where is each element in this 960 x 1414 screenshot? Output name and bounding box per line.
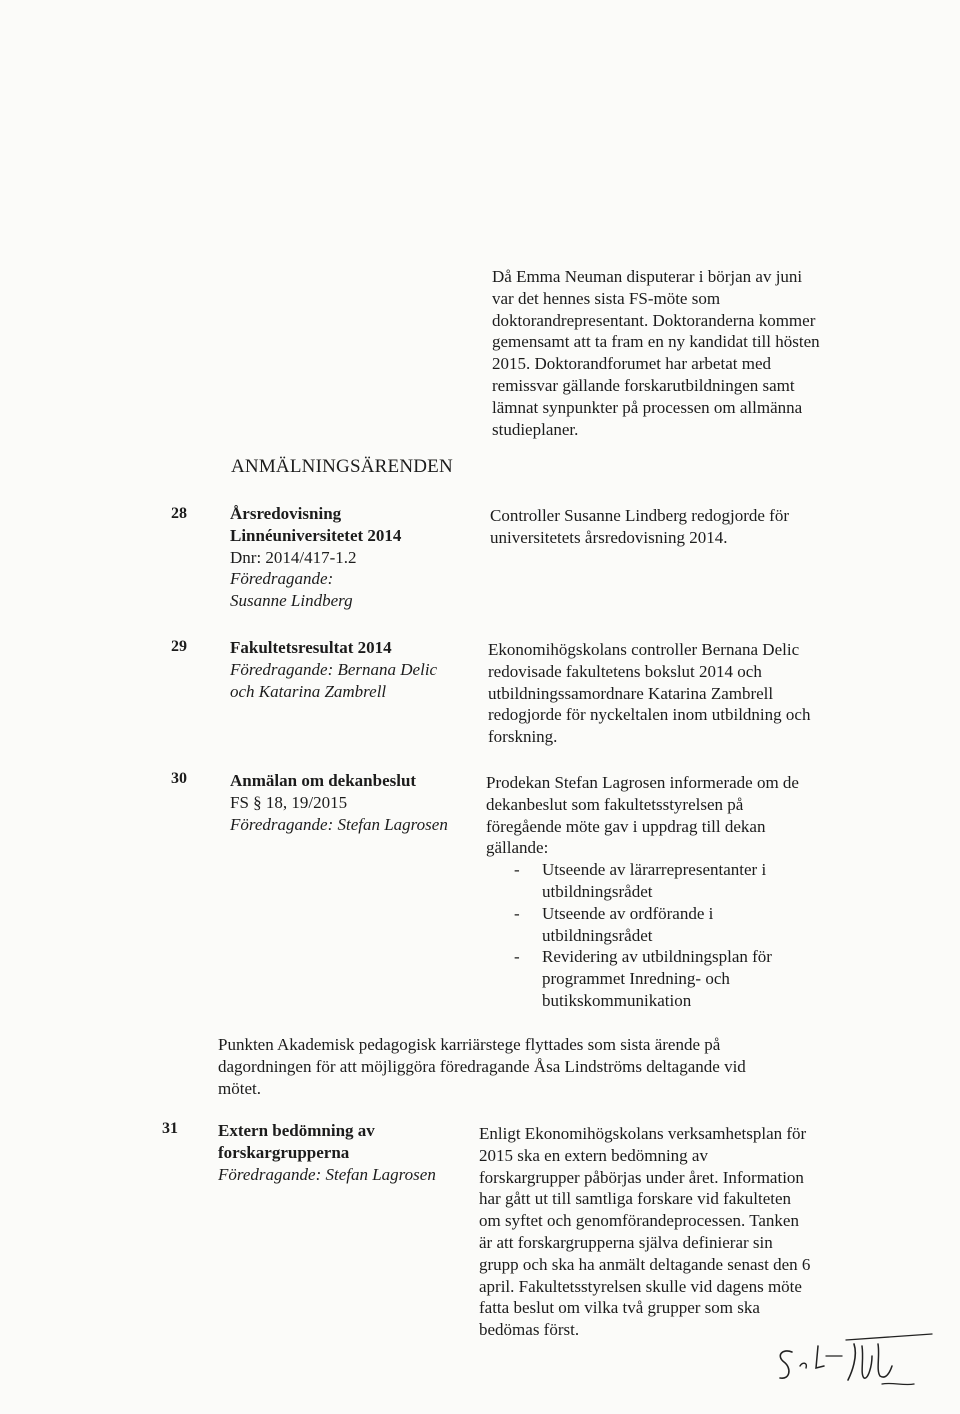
intro-paragraph xyxy=(492,266,820,440)
item-30-description xyxy=(486,772,799,1012)
description-line: utbildningssamordnare Katarina Zambrell xyxy=(488,683,774,703)
item-31-left xyxy=(218,1120,436,1185)
item-presenter: och Katarina Zambrell xyxy=(230,681,387,701)
note-line: mötet. xyxy=(218,1078,261,1098)
item-number: 31 xyxy=(162,1120,178,1137)
description-line: har gått ut till samtliga forskare vid fakulteten xyxy=(479,1189,792,1209)
description-line: fatta beslut om vilka två grupper som ska xyxy=(479,1298,760,1318)
item-31-description xyxy=(479,1123,810,1341)
bullet-line: utbildningsrådet xyxy=(542,925,653,945)
item-title: Linnéuniversitetet 2014 xyxy=(230,525,402,545)
intro-line: 2015. Doktorandforumet har arbetat med xyxy=(492,354,771,374)
description-line: dekanbeslut som fakultetsstyrelsen på xyxy=(486,794,744,814)
description-line: april. Fakultetsstyrelsen skulle vid dagens möte xyxy=(479,1276,802,1296)
description-line: bedömas först. xyxy=(479,1320,580,1340)
intro-line: Då Emma Neuman disputerar i början av juni xyxy=(492,267,803,286)
item-presenter: Föredragande: xyxy=(230,569,334,589)
note-paragraph xyxy=(218,1034,746,1099)
item-title: Extern bedömning av xyxy=(218,1121,375,1140)
decision-list xyxy=(486,859,799,1012)
bullet-dash: - xyxy=(514,903,520,923)
signature-initials xyxy=(764,1326,934,1396)
item-title: Fakultetsresultat 2014 xyxy=(230,638,392,657)
item-29-left xyxy=(230,637,437,702)
description-line: Ekonomihögskolans controller Bernana Delic xyxy=(488,640,800,659)
item-number: 29 xyxy=(171,638,187,655)
section-heading: ANMÄLNINGSÄRENDEN xyxy=(231,456,453,477)
item-presenter: Föredragande: Bernana Delic xyxy=(230,659,438,679)
item-title: forskargrupperna xyxy=(218,1142,350,1162)
intro-line: var det hennes sista FS-möte som xyxy=(492,288,721,308)
item-28-description xyxy=(490,505,789,549)
item-28-left xyxy=(230,503,401,612)
item-title: Anmälan om dekanbeslut xyxy=(230,771,417,790)
description-line: gällande: xyxy=(486,838,549,858)
description-line: forskargrupper påbörjas under året. Information xyxy=(479,1167,804,1187)
decision-list-item xyxy=(486,859,799,903)
item-number: 28 xyxy=(171,505,187,522)
decision-list-item xyxy=(486,903,799,947)
item-29-description xyxy=(488,639,810,748)
description-line: Enligt Ekonomihögskolans verksamhetsplan för xyxy=(479,1124,807,1143)
item-reference: FS § 18, 19/2015 xyxy=(230,792,348,812)
bullet-line: programmet Inredning- och xyxy=(542,969,730,989)
description-line: Controller Susanne Lindberg redogjorde för xyxy=(490,506,790,525)
description-line: om syftet och genomförandeprocessen. Tanken xyxy=(479,1211,799,1231)
decision-list-item xyxy=(486,946,799,1011)
bullet-line: Utseende av ordförande i xyxy=(542,903,714,923)
description-line: forskning. xyxy=(488,727,558,747)
item-presenter: Susanne Lindberg xyxy=(230,591,353,611)
item-number: 30 xyxy=(171,770,187,787)
intro-line: gemensamt att ta fram en ny kandidat till hösten xyxy=(492,332,820,352)
bullet-dash: - xyxy=(514,947,520,967)
intro-line: doktorandrepresentant. Doktoranderna kommer xyxy=(492,310,816,330)
description-line: redogjorde för nyckeltalen inom utbildning och xyxy=(488,705,811,725)
description-line: universitetets årsredovisning 2014. xyxy=(490,527,728,547)
description-line: föregående möte gav i uppdrag till dekan xyxy=(486,816,766,836)
intro-line: remissvar gällande forskarutbildningen samt xyxy=(492,375,795,395)
item-30-left xyxy=(230,770,448,835)
note-line: dagordningen för att möjliggöra föredragande Åsa Lindströms deltagande vid xyxy=(218,1056,746,1076)
description-line: är att forskargrupperna själva definierar sin xyxy=(479,1232,773,1252)
description-line: 2015 ska en extern bedömning av xyxy=(479,1145,708,1165)
item-title: Årsredovisning xyxy=(230,504,342,523)
intro-line: lämnat synpunkter på processen om allmänna xyxy=(492,397,803,417)
bullet-dash: - xyxy=(514,860,520,880)
item-presenter: Föredragande: Stefan Lagrosen xyxy=(218,1164,436,1184)
intro-line: studieplaner. xyxy=(492,419,579,439)
bullet-line: utbildningsrådet xyxy=(542,881,653,901)
description-line: grupp och ska ha anmält deltagande senast den 6 xyxy=(479,1254,811,1274)
description-line: Prodekan Stefan Lagrosen informerade om de xyxy=(486,773,799,792)
description-line: redovisade fakultetens bokslut 2014 och xyxy=(488,661,762,681)
item-presenter: Föredragande: Stefan Lagrosen xyxy=(230,814,448,834)
note-line: Punkten Akademisk pedagogisk karriärstege flyttades som sista ärende på xyxy=(218,1035,721,1054)
bullet-line: Revidering av utbildningsplan för xyxy=(542,947,772,967)
bullet-line: Utseende av lärarrepresentanter i xyxy=(542,860,767,880)
item-dnr: Dnr: 2014/417-1.2 xyxy=(230,547,357,567)
bullet-line: butikskommunikation xyxy=(542,990,692,1010)
